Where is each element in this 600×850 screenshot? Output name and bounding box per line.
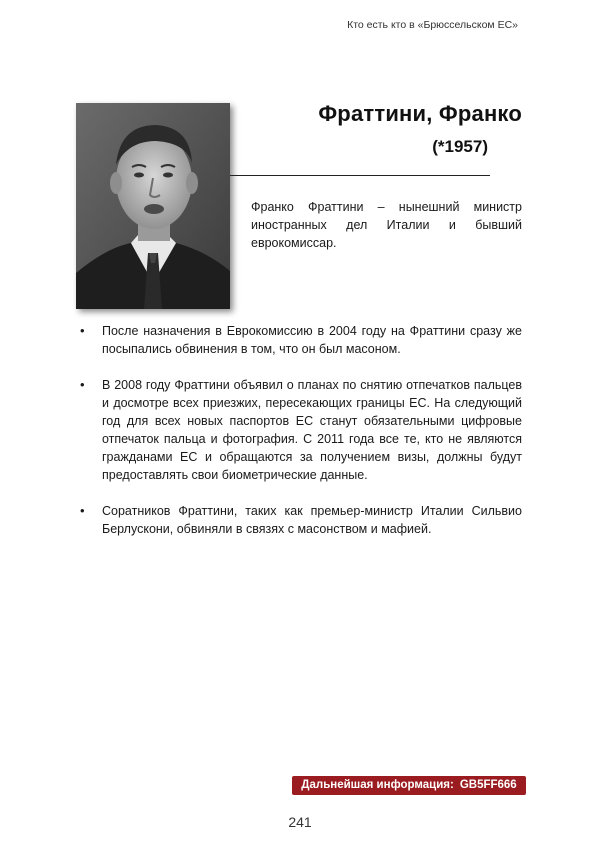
portrait-image — [76, 103, 230, 309]
fact-list — [80, 322, 522, 556]
birth-year: (*1957) — [432, 137, 488, 156]
more-info-label: Дальнейшая информация: — [301, 779, 454, 791]
title-divider — [230, 175, 490, 176]
fact-item — [80, 376, 522, 484]
portrait-photo — [76, 103, 230, 309]
more-info-badge[interactable] — [292, 776, 526, 795]
intro-paragraph: Франко Фраттини – нынешний министр иностранных дел Италии и бывший еврокомиссар. — [251, 200, 522, 250]
fact-text: После назначения в Еврокомиссию в 2004 году на Фраттини сразу же посыпались обвинения в том, что он был масоном. — [102, 324, 522, 356]
bullet-icon: • — [80, 323, 85, 338]
more-info-code: GB5FF666 — [459, 779, 517, 791]
bullet-icon: • — [80, 377, 85, 392]
fact-text: В 2008 году Фраттини объявил о планах по снятию отпечатков пальцев и досмотре всех приезжих, пересекающих границы ЕС. На следующий год для всех новых паспортов ЕС станут обязательными цифровые отпечаток пальца и фотография. С 2011 года все те, кто не являются гражданами ЕС и обращаются за получением визы, должны будут предоставлять свои биометрические данные. — [102, 378, 522, 482]
fact-text: Соратников Фраттини, таких как премьер-министр Италии Сильвио Берлускони, обвиняли в связях с масонством и мафией. — [102, 504, 522, 536]
person-name: Фраттини, Франко — [318, 101, 522, 126]
page-number: 241 — [288, 814, 312, 830]
fact-item — [80, 322, 522, 358]
bullet-icon: • — [80, 503, 85, 518]
fact-item — [80, 502, 522, 538]
running-header: Кто есть кто в «Брюссельском ЕС» — [347, 19, 518, 31]
